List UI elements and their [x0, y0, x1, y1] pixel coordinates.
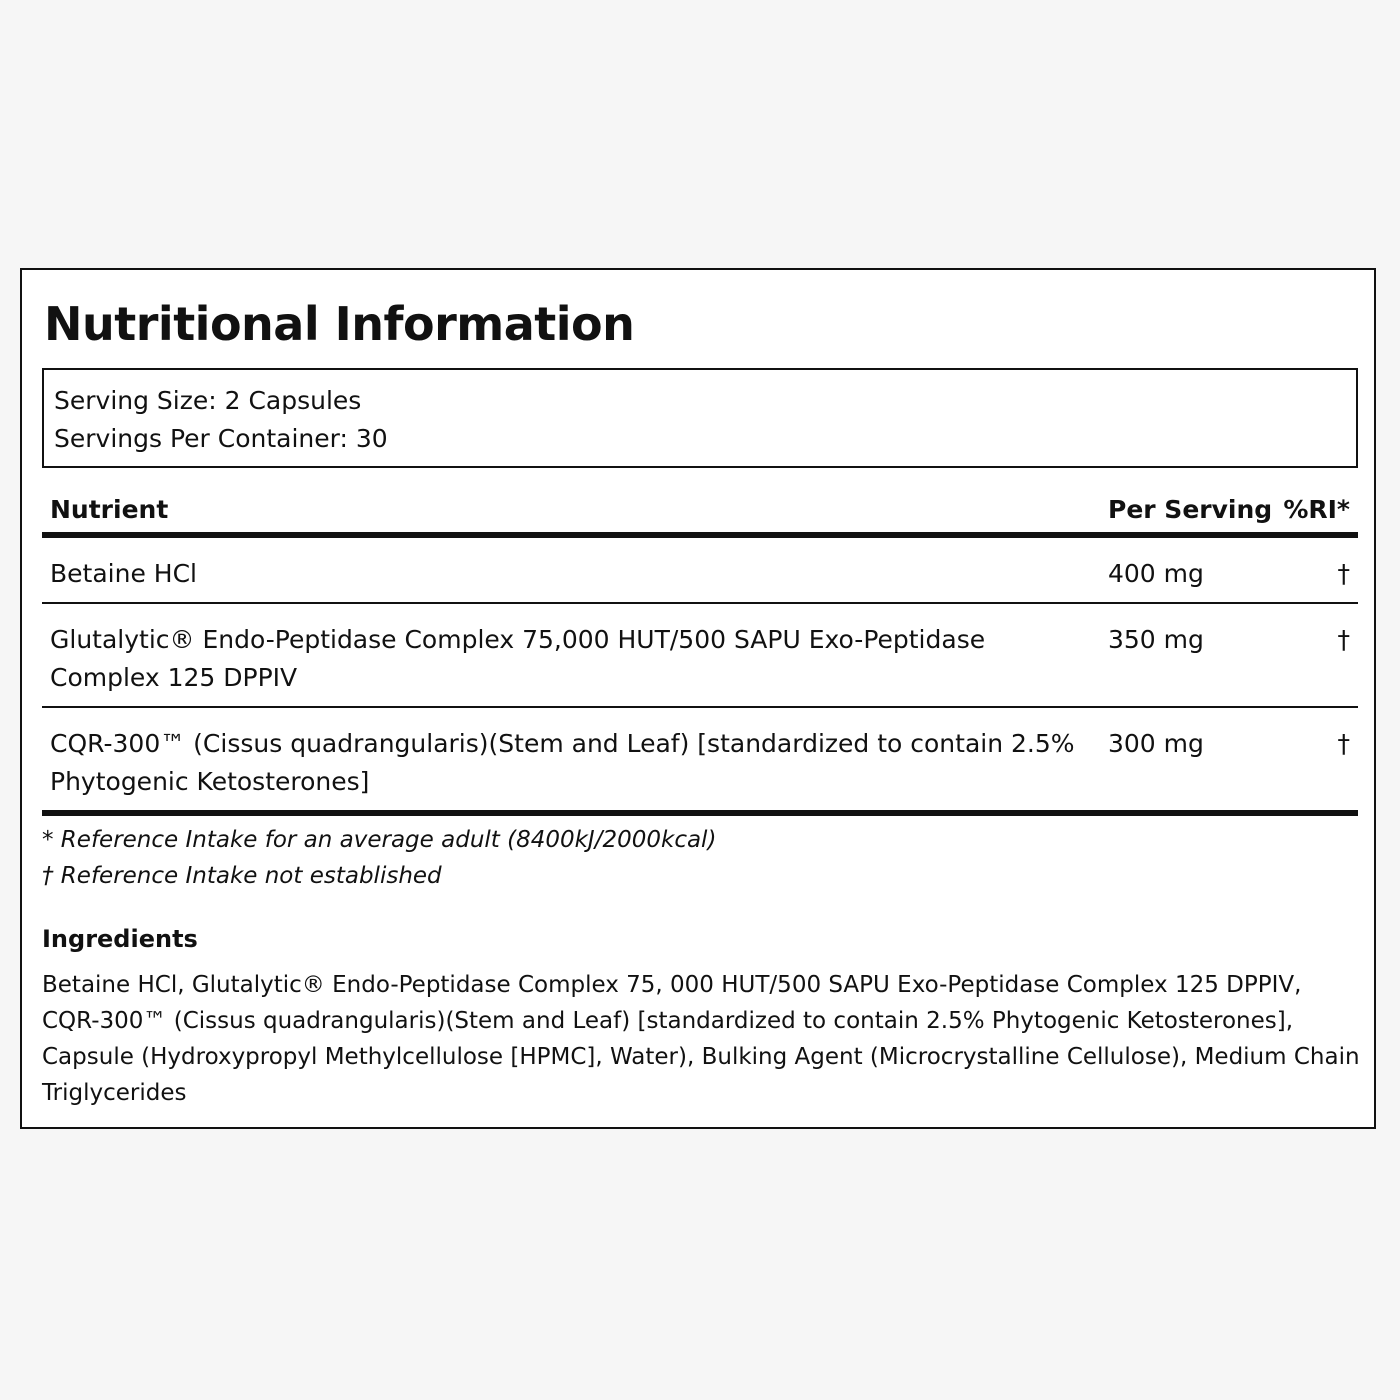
table-row — [42, 604, 1358, 708]
serving-info-box — [42, 368, 1358, 468]
nutrient-amount: 300 mg — [1108, 729, 1204, 758]
nutrient-amount: 400 mg — [1108, 559, 1204, 588]
nutrient-name: CQR-300™ (Cissus quadrangularis)(Stem and Leaf) [standardized to contain 2.5% Phytogenic Ketosterones] — [50, 729, 1075, 796]
table-row — [42, 708, 1358, 816]
ingredients-text: Betaine HCl, Glutalytic® Endo-Peptidase Complex 75, 000 HUT/500 SAPU Exo-Peptidase Complex 125 DPPIV, CQR-300™ (Cissus quadrangularis)(Stem and Leaf) [standardized to contain 2.5% Phytogenic Ketosterones], Capsule (Hydroxypropyl Methylcellulose [HPMC], Water), Bulking Agent (Microcrystalline Cellulose), Medium Chain Triglycerides — [42, 972, 1360, 1106]
nutrient-table — [42, 486, 1358, 816]
nutrient-name: Glutalytic® Endo-Peptidase Complex 75,000 HUT/500 SAPU Exo-Peptidase Complex 125 DPPIV — [50, 625, 986, 692]
header-per-serving: Per Serving — [1108, 494, 1273, 524]
serving-size: Serving Size: 2 Capsules — [54, 386, 362, 415]
label-title: Nutritional Information — [44, 297, 635, 351]
ingredients-title: Ingredients — [42, 925, 198, 953]
nutrient-name: Betaine HCl — [50, 559, 197, 588]
nutrient-ri: † — [1337, 729, 1350, 758]
header-ri: %RI* — [1283, 494, 1350, 524]
nutrient-amount: 350 mg — [1108, 625, 1204, 654]
header-nutrient: Nutrient — [50, 494, 169, 524]
nutrition-label-panel — [20, 268, 1376, 1129]
footnote-not-established: † Reference Intake not established — [42, 863, 442, 889]
footnotes — [42, 822, 716, 894]
table-header-row — [42, 486, 1358, 538]
nutrient-ri: † — [1337, 559, 1350, 588]
footnote-reference-intake: * Reference Intake for an average adult (8400kJ/2000kcal) — [42, 827, 717, 853]
servings-per-container: Servings Per Container: 30 — [54, 424, 388, 453]
nutrient-ri: † — [1337, 625, 1350, 654]
table-row — [42, 538, 1358, 604]
